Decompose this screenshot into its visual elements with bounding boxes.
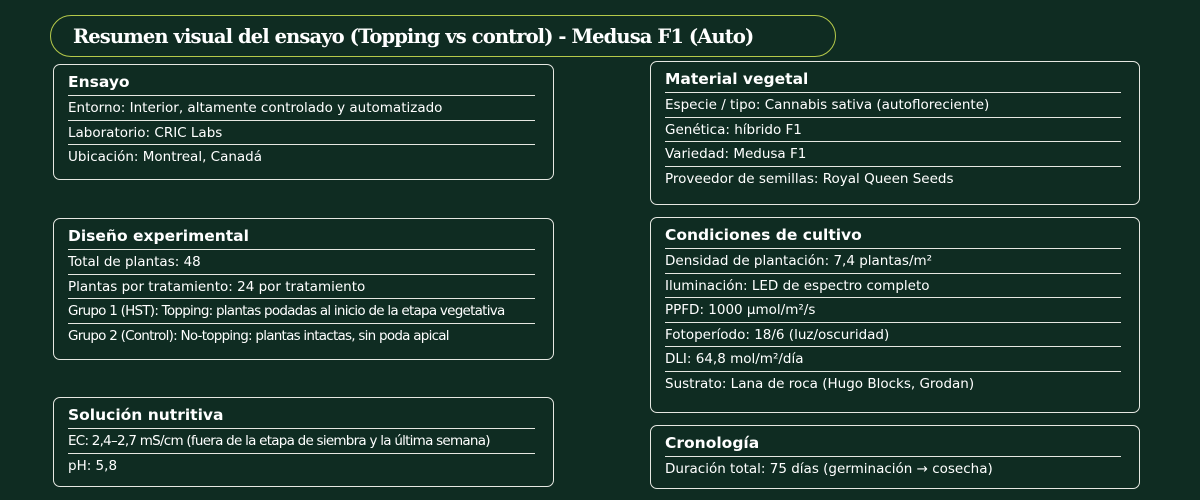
card-diseno-experimental: [53, 218, 554, 360]
info-row: Sustrato: Lana de roca (Hugo Blocks, Grodan): [665, 375, 975, 392]
page-title: Resumen visual del ensayo (Topping vs control) - Medusa F1 (Auto): [73, 24, 754, 48]
info-row: Iluminación: LED de espectro completo: [665, 274, 1121, 299]
info-row: Genética: híbrido F1: [665, 118, 1121, 143]
card-material-vegetal: [650, 61, 1140, 205]
card-title: Condiciones de cultivo: [665, 224, 1121, 249]
info-row: PPFD: 1000 µmol/m²/s: [665, 298, 1121, 323]
card-cronologia: [650, 425, 1140, 489]
info-row: Total de plantas: 48: [68, 250, 535, 275]
card-title: Material vegetal: [665, 68, 1121, 93]
card-solucion-nutritiva: [53, 397, 554, 487]
info-row: Fotoperíodo: 18/6 (luz/oscuridad): [665, 323, 1121, 348]
info-row: Grupo 2 (Control): No-topping: plantas intactas, sin poda apical: [68, 327, 449, 344]
page-title-banner: [50, 15, 836, 57]
card-condiciones-cultivo: [650, 217, 1140, 413]
info-row: Proveedor de semillas: Royal Queen Seeds: [665, 170, 954, 187]
info-row: Variedad: Medusa F1: [665, 142, 1121, 167]
info-row: DLI: 64,8 mol/m²/día: [665, 347, 1121, 372]
info-row: Especie / tipo: Cannabis sativa (autofloreciente): [665, 93, 1121, 118]
info-row: Laboratorio: CRIC Labs: [68, 121, 535, 146]
card-title: Cronología: [665, 432, 1121, 457]
card-ensayo: [53, 64, 554, 180]
card-title: Ensayo: [68, 71, 535, 96]
info-row: Grupo 1 (HST): Topping: plantas podadas al inicio de la etapa vegetativa: [68, 299, 535, 324]
info-row: EC: 2,4–2,7 mS/cm (fuera de la etapa de siembra y la última semana): [68, 429, 535, 454]
info-row: pH: 5,8: [68, 457, 118, 474]
info-row: Duración total: 75 días (germinación → cosecha): [665, 461, 993, 477]
card-title: Diseño experimental: [68, 225, 535, 250]
info-row: Entorno: Interior, altamente controlado y automatizado: [68, 96, 535, 121]
card-title: Solución nutritiva: [68, 404, 535, 429]
info-row: Densidad de plantación: 7,4 plantas/m²: [665, 249, 1121, 274]
info-row: Ubicación: Montreal, Canadá: [68, 149, 263, 165]
info-row: Plantas por tratamiento: 24 por tratamiento: [68, 275, 535, 300]
